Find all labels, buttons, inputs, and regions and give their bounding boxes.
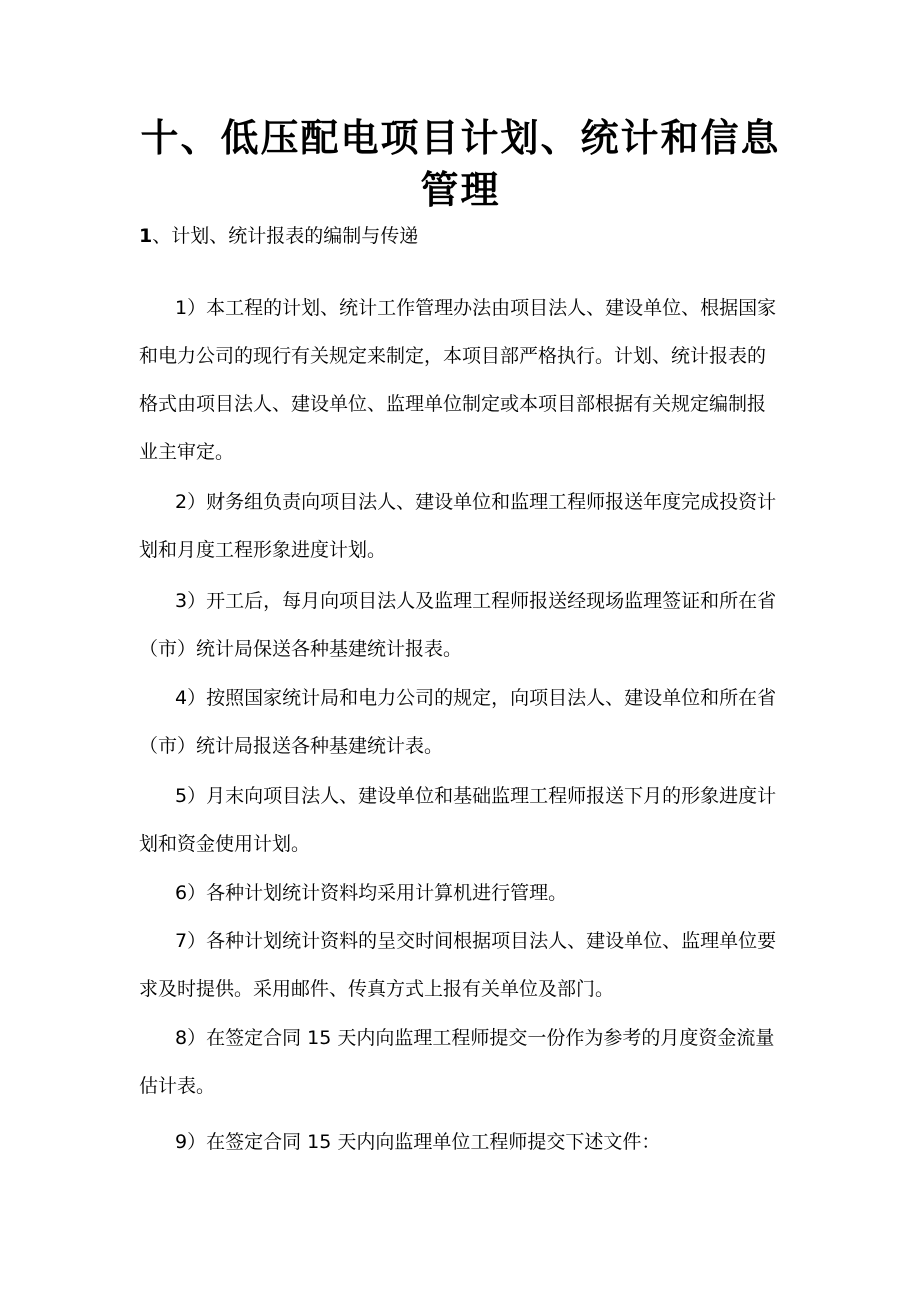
- page-title-line1: 十、低压配电项目计划、统计和信息: [140, 116, 781, 160]
- paragraph-2: 2）财务组负责向项目法人、建设单位和监理工程师报送年度完成投资计划和月度工程形象进度计划。: [139, 491, 777, 561]
- section-heading: [139, 222, 418, 250]
- paragraph-9: 9）在签定合同 15 天内向监理单位工程师提交下述文件：: [175, 1131, 661, 1153]
- page-title: [139, 112, 782, 216]
- paragraph-1: 1）本工程的计划、统计工作管理办法由项目法人、建设单位、根据国家和电力公司的现行有关规定来制定，本项目部严格执行。计划、统计报表的格式由项目法人、建设单位、监理单位制定或本项目部根据有关规定编制报业主审定。: [139, 297, 777, 463]
- paragraph-8: 8）在签定合同 15 天内向监理工程师提交一份作为参考的月度资金流量估计表。: [139, 1027, 775, 1097]
- paragraph-4: 4）按照国家统计局和电力公司的规定，向项目法人、建设单位和所在省（市）统计局报送各种基建统计表。: [139, 687, 777, 757]
- section-heading-text: 、计划、统计报表的编制与传递: [152, 225, 419, 247]
- paragraph-5: 5）月末向项目法人、建设单位和基础监理工程师报送下月的形象进度计划和资金使用计划。: [139, 785, 777, 855]
- paragraph-7: 7）各种计划统计资料的呈交时间根据项目法人、建设单位、监理单位要求及时提供。采用邮件、传真方式上报有关单位及部门。: [139, 930, 777, 1000]
- page-title-line2: 管理: [420, 168, 501, 212]
- section-number: 1: [139, 225, 153, 247]
- paragraph-6: 6）各种计划统计资料均采用计算机进行管理。: [175, 882, 568, 904]
- paragraph-3: 3）开工后，每月向项目法人及监理工程师报送经现场监理签证和所在省（市）统计局保送各种基建统计报表。: [139, 590, 777, 660]
